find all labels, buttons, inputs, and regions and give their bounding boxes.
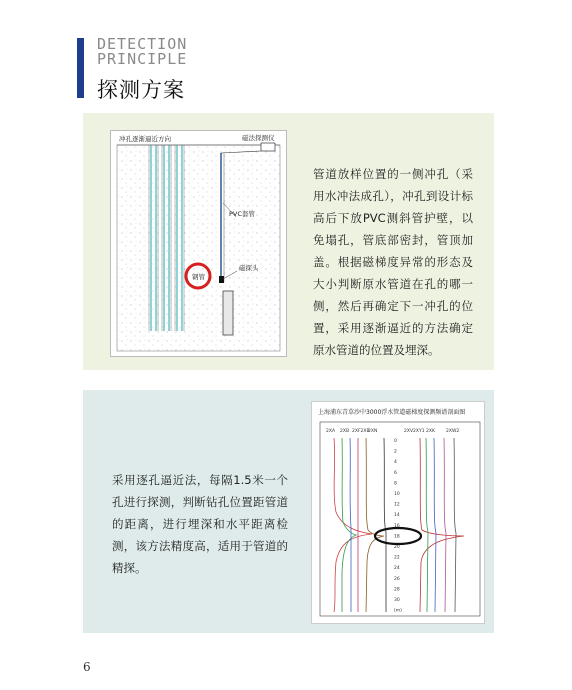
header-english-title (97, 37, 187, 67)
depth-label: 14 (394, 513, 400, 519)
section2-paragraph: 采用逐孔逼近法，每隔1.5米一个孔进行探测，判断钻孔位置距管道的距离，进行埋深和水平距离检测，该方法精度高，适用于管道的精探。 (112, 473, 288, 575)
label-direction: 冲孔逐渐逼近方向 (119, 135, 171, 143)
hole-label: 2XN (368, 429, 378, 434)
header-en-line2: PRINCIPLE (97, 50, 188, 68)
hole-label: 2XB (340, 429, 350, 434)
steel-pipe (223, 291, 233, 335)
depth-label: 8 (394, 481, 397, 487)
borehole-diagram-svg (111, 131, 286, 356)
depth-label: 18 (394, 534, 400, 540)
depth-label: 22 (394, 555, 400, 561)
section1-paragraph: 管道放样位置的一侧冲孔（采用水冲法成孔），冲孔到设计标高后下放PVC测斜管护壁，以免塌孔，管底部密封，管顶加盖。根据磁梯度异常的形态及大小判断原水管道在孔的哪一侧，然后再确定下一冲孔的位置，采用逐渐逼近的方法确定原水管道的位置及埋深。 (313, 167, 473, 357)
instrument-box (261, 143, 275, 151)
profile-title: 上海浦东青草沙中3000浮水管道磁梯度探测频谱剖面图 (318, 409, 466, 416)
hole-label: 2XA (326, 429, 336, 434)
depth-label: 16 (394, 523, 400, 529)
magnetic-probe (219, 276, 224, 283)
header-en-line1: DETECTION (97, 35, 188, 53)
depth-label: 12 (394, 502, 400, 508)
label-probe: 磁探头 (239, 264, 259, 272)
label-instrument: 磁法探测仪 (242, 134, 275, 142)
gradient-profile-figure (311, 401, 485, 624)
depth-label: 10 (394, 492, 400, 497)
borehole-diagram (110, 130, 287, 357)
label-steel: 钢管 (192, 273, 205, 281)
gradient-profile-svg (312, 402, 484, 623)
profile-frame (320, 422, 480, 616)
hole-label: 2XV2XY1 (404, 429, 425, 434)
depth-label: 0 (394, 439, 397, 444)
depth-label: (m) (394, 608, 402, 614)
depth-label: 26 (394, 576, 400, 582)
depth-label: 6 (394, 470, 397, 476)
hole-label: 2XK (426, 429, 435, 434)
page-title: 探测方案 (97, 78, 185, 102)
depth-label: 20 (394, 545, 400, 550)
depth-label: 2 (394, 449, 397, 455)
header-accent-bar (77, 38, 84, 98)
soil-area (117, 145, 280, 351)
label-pvc: PVC套管 (229, 210, 255, 218)
depth-label: 30 (394, 598, 400, 603)
page-number: 6 (83, 660, 91, 674)
depth-label: 4 (394, 460, 397, 466)
hole-label: 2XW2 (446, 429, 460, 434)
depth-label: 28 (394, 587, 400, 593)
depth-label: 24 (394, 566, 400, 572)
hole-label: 2XF2XB (352, 429, 370, 434)
